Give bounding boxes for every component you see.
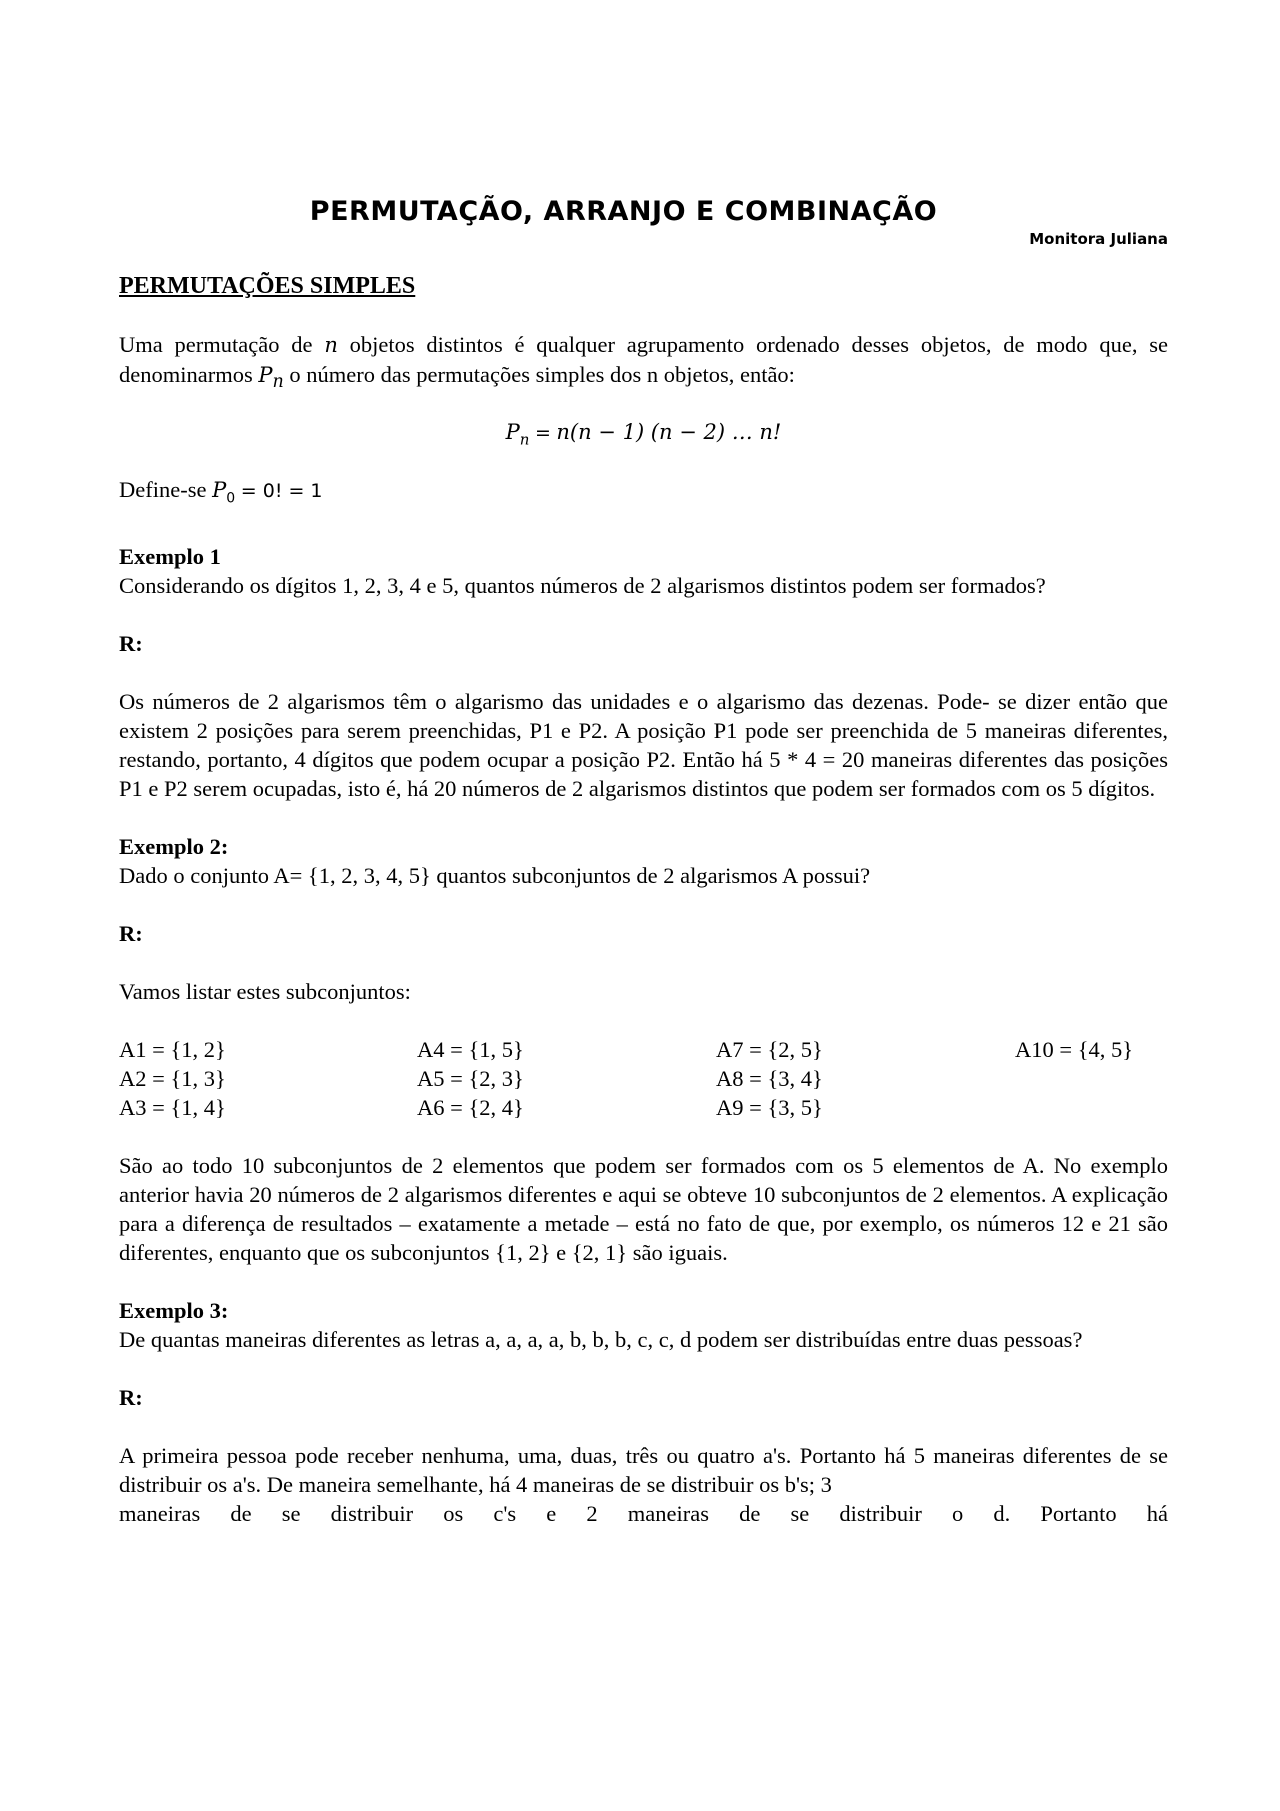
subset-item: A8 = {3, 4} [716,1066,823,1092]
example1-answer-label: R: [119,631,143,657]
subsets-table [119,1035,1168,1122]
subset-item: A7 = {2, 5} [716,1037,823,1063]
answer-word: o [952,1501,964,1527]
subset-item: A4 = {1, 5} [417,1037,524,1063]
permutation-formula: $P_n = n(n - 1) (n - 2)$ … n! [505,420,782,449]
example2-answer-label: R: [119,921,143,947]
example1-label: Exemplo 1 [119,544,221,570]
answer-word: 2 [586,1501,598,1527]
answer-word: Portanto [1040,1501,1117,1527]
subset-item: A3 = {1, 4} [119,1095,226,1121]
example2-question: Dado o conjunto A= {1, 2, 3, 4, 5} quantos subconjuntos de 2 algarismos A possui? [119,863,871,889]
answer-word: maneiras [119,1501,201,1527]
definition-line: Define-se $P_0 = 0$! = 1 [119,476,323,507]
math-n: n [324,333,338,357]
answer-word: se [281,1501,301,1527]
answer-word: c's [493,1501,517,1527]
example2-list-intro: Vamos listar estes subconjuntos: [119,979,411,1005]
answer-word: distribuir [330,1501,414,1527]
document-page [119,195,1168,1528]
subset-item: A6 = {2, 4} [417,1095,524,1121]
answer-word: se [790,1501,810,1527]
example3-question: De quantas maneiras diferentes as letras a, a, a, a, b, b, b, c, c, d podem ser distribuídas entre duas pessoas? [119,1327,1083,1353]
subset-item: A5 = {2, 3} [417,1066,524,1092]
document-title: PERMUTAÇÃO, ARRANJO E COMBINAÇÃO [309,196,938,227]
example1-answer: Os números de 2 algarismos têm o algarismo das unidades e o algarismo das dezenas. Pode- se dizer então que existem 2 posições para serem preenchidas, P1 e P2. A posição P1 pode ser preenchida de 5 maneiras diferentes, restando, portanto, 4 dígitos que podem ocupar a posição P2. Então há 5 * 4 = 20 maneiras diferentes das posições P1 e P2 serem ocupadas, isto é, há 20 números de 2 algarismos distintos que podem ser formados com os 5 dígitos. [119,689,1168,802]
intro-paragraph: Uma permutação de n objetos distintos é qualquer agrupamento ordenado desses objetos, de modo que, se denominarmos $P_n$ o número das permutações simples dos n objetos, então: [119,332,1168,393]
answer-word: maneiras [627,1501,709,1527]
example3-answer: A primeira pessoa pode receber nenhuma, uma, duas, três ou quatro a's. Portanto há 5 maneiras diferentes de se distribuir os a's. De maneira semelhante, há 4 maneiras de se distribuir os b's; 3 [119,1443,1168,1498]
example3-answer-label: R: [119,1385,143,1411]
example3-answer-last-line [119,1499,1168,1528]
subset-item [1015,1064,1168,1093]
example2-conclusion: São ao todo 10 subconjuntos de 2 elementos que podem ser formados com os 5 elementos de A. No exemplo anterior havia 20 números de 2 algarismos diferentes e aqui se obteve 10 subconjuntos de 2 elementos. A explicação para a diferença de resultados – exatamente a metade – está no fato de que, por exemplo, os números 12 e 21 são diferentes, enquanto que os subconjuntos {1, 2} e {2, 1} são iguais. [119,1153,1168,1266]
math-Pn: $P_n$ [258,363,284,393]
answer-word: de [739,1501,761,1527]
subset-item: A10 = {4, 5} [1015,1037,1134,1063]
example1-question: Considerando os dígitos 1, 2, 3, 4 e 5, quantos números de 2 algarismos distintos podem ser formados? [119,573,1046,599]
answer-word: distribuir [839,1501,922,1527]
subset-item: A9 = {3, 5} [716,1095,823,1121]
subset-item [1015,1093,1168,1122]
answer-word: os [443,1501,464,1527]
example3-label: Exemplo 3: [119,1298,229,1324]
subset-item: A1 = {1, 2} [119,1037,226,1063]
answer-word: há [1146,1501,1168,1527]
author-name: Monitora Juliana [1029,230,1168,248]
answer-word: d. [993,1501,1011,1527]
subset-item: A2 = {1, 3} [119,1066,226,1092]
example2-label: Exemplo 2: [119,834,229,860]
answer-word: de [230,1501,252,1527]
answer-word: e [546,1501,557,1527]
section-heading: PERMUTAÇÕES SIMPLES [119,273,416,299]
